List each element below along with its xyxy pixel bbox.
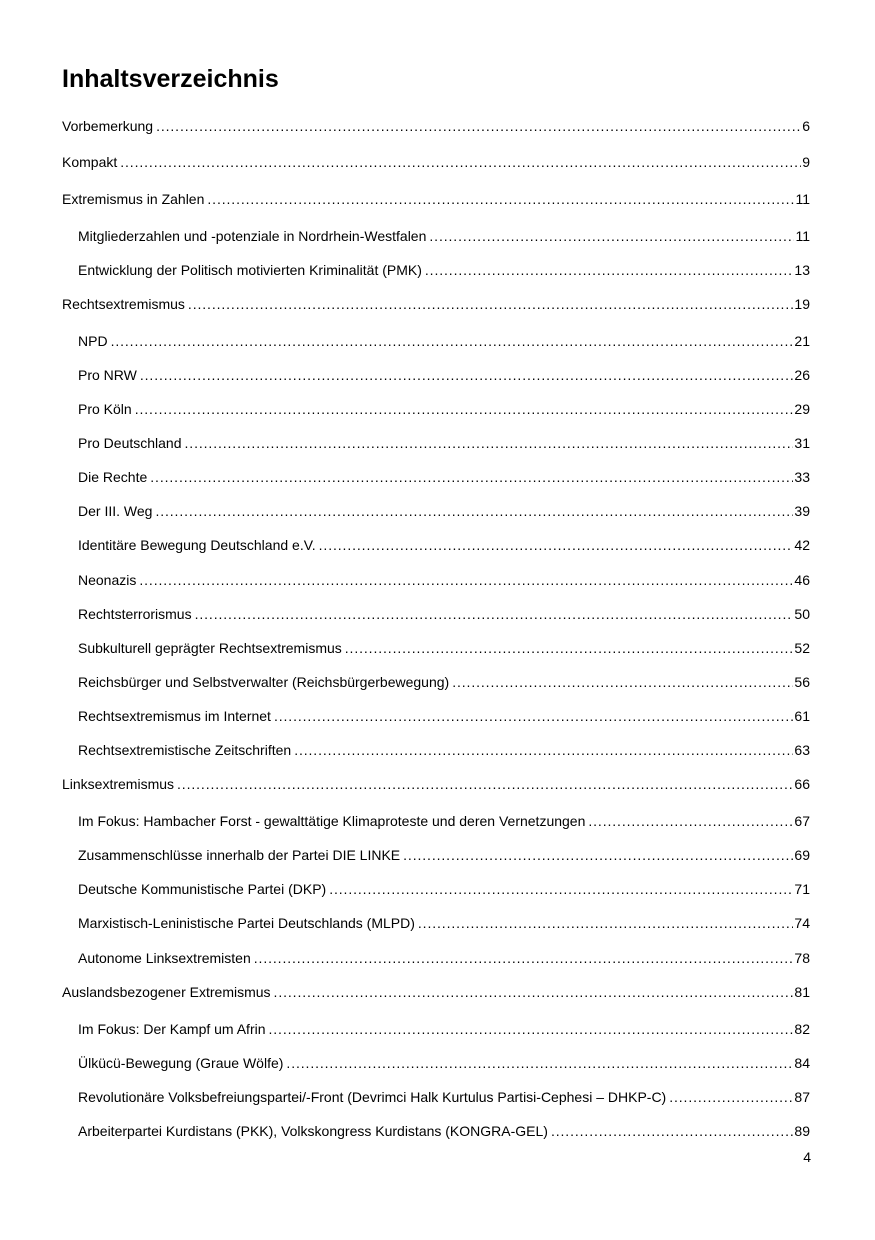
toc-dot-leader — [139, 570, 793, 590]
toc-entry[interactable] — [78, 535, 810, 555]
toc-dot-leader — [669, 1087, 793, 1107]
toc-dot-leader — [588, 811, 793, 831]
toc-dot-leader — [418, 913, 794, 933]
toc-entry-page: 69 — [794, 847, 810, 863]
toc-entry[interactable] — [62, 982, 810, 1002]
page-number: 4 — [803, 1149, 811, 1165]
toc-dot-leader — [425, 260, 794, 280]
toc-dot-leader — [429, 226, 794, 246]
toc-entry-label: NPD — [78, 333, 108, 349]
toc-entry-label: Rechtsextremismus — [62, 296, 185, 312]
toc-entry-page: 9 — [802, 154, 810, 170]
toc-dot-leader — [111, 331, 794, 351]
toc-entry-label: Extremismus in Zahlen — [62, 191, 205, 207]
toc-entry[interactable] — [78, 672, 810, 692]
toc-entry[interactable] — [78, 706, 810, 726]
toc-entry[interactable] — [78, 811, 810, 831]
toc-entry[interactable] — [78, 260, 810, 280]
toc-entry-label: Rechtsextremistische Zeitschriften — [78, 742, 292, 758]
toc-entry[interactable] — [78, 1087, 810, 1107]
toc-dot-leader — [177, 774, 793, 794]
toc-entry-page: 46 — [794, 572, 810, 588]
toc-entry-page: 66 — [794, 776, 810, 792]
toc-entry-label: Kompakt — [62, 154, 118, 170]
toc-entry-label: Ülkücü-Bewegung (Graue Wölfe) — [78, 1055, 284, 1071]
toc-entry-label: Identitäre Bewegung Deutschland e.V. — [78, 537, 316, 553]
toc-dot-leader — [319, 535, 794, 555]
toc-dot-leader — [135, 399, 794, 419]
toc-entry-label: Entwicklung der Politisch motivierten Kriminalität (PMK) — [78, 262, 422, 278]
toc-entry-label: Linksextremismus — [62, 776, 175, 792]
toc-entry[interactable] — [78, 1121, 810, 1141]
toc-entry-label: Neonazis — [78, 572, 137, 588]
toc-entry-page: 11 — [795, 191, 810, 207]
toc-dot-leader — [185, 433, 794, 453]
toc-entry-label: Der III. Weg — [78, 503, 153, 519]
toc-entry[interactable] — [78, 365, 810, 385]
toc-entry-label: Die Rechte — [78, 469, 148, 485]
toc-dot-leader — [269, 1019, 794, 1039]
toc-dot-leader — [195, 604, 794, 624]
toc-entry[interactable] — [78, 879, 810, 899]
toc-dot-leader — [345, 638, 794, 658]
toc-entry-page: 29 — [794, 401, 810, 417]
toc-dot-leader — [120, 152, 801, 172]
toc-entry[interactable] — [78, 1019, 810, 1039]
toc-entry-label: Rechtsterrorismus — [78, 606, 192, 622]
toc-entry[interactable] — [78, 604, 810, 624]
toc-dot-leader — [329, 879, 793, 899]
toc-entry-label: Arbeiterpartei Kurdistans (PKK), Volkskongress Kurdistans (KONGRA-GEL) — [78, 1123, 548, 1139]
toc-dot-leader — [155, 501, 793, 521]
toc-entry-label: Deutsche Kommunistische Partei (DKP) — [78, 881, 327, 897]
toc-entry[interactable] — [78, 501, 810, 521]
toc-entry-page: 87 — [794, 1089, 810, 1105]
toc-entry-label: Vorbemerkung — [62, 118, 154, 134]
toc-entry-page: 81 — [794, 984, 810, 1000]
toc-entry-page: 26 — [794, 367, 810, 383]
toc-entry-page: 78 — [794, 950, 810, 966]
toc-dot-leader — [188, 294, 794, 314]
toc-entry[interactable] — [78, 845, 810, 865]
toc-dot-leader — [403, 845, 793, 865]
toc-entry[interactable] — [62, 774, 810, 794]
toc-dot-leader — [274, 706, 793, 726]
toc-entry-label: Im Fokus: Hambacher Forst - gewalttätige Klimaproteste und deren Vernetzungen — [78, 813, 586, 829]
toc-entry[interactable] — [78, 1053, 810, 1073]
toc-entry-label: Pro Deutschland — [78, 435, 182, 451]
page-title: Inhaltsverzeichnis — [62, 65, 279, 93]
toc-dot-leader — [156, 116, 801, 136]
toc-entry[interactable] — [78, 226, 810, 246]
toc-entry[interactable] — [78, 570, 810, 590]
toc-entry-page: 21 — [794, 333, 810, 349]
toc-dot-leader — [140, 365, 794, 385]
toc-entry-label: Marxistisch-Leninistische Partei Deutschlands (MLPD) — [78, 915, 415, 931]
toc-dot-leader — [274, 982, 794, 1002]
toc-dot-leader — [150, 467, 793, 487]
toc-entry-label: Pro Köln — [78, 401, 132, 417]
toc-dot-leader — [452, 672, 793, 692]
toc-entry-page: 89 — [794, 1123, 810, 1139]
toc-entry[interactable] — [62, 189, 810, 209]
toc-entry[interactable] — [62, 116, 810, 136]
toc-entry-page: 71 — [794, 881, 810, 897]
toc-dot-leader — [207, 189, 794, 209]
toc-entry[interactable] — [62, 152, 810, 172]
toc-dot-leader — [254, 948, 794, 968]
toc-entry-label: Subkulturell geprägter Rechtsextremismus — [78, 640, 342, 656]
toc-entry-page: 31 — [794, 435, 810, 451]
toc-entry[interactable] — [78, 433, 810, 453]
toc-entry-label: Rechtsextremismus im Internet — [78, 708, 271, 724]
toc-entry-page: 61 — [794, 708, 810, 724]
toc-entry-page: 56 — [794, 674, 810, 690]
toc-entry[interactable] — [78, 399, 810, 419]
toc-entry[interactable] — [78, 638, 810, 658]
toc-entry-page: 63 — [794, 742, 810, 758]
toc-entry-page: 6 — [802, 118, 810, 134]
toc-entry-label: Im Fokus: Der Kampf um Afrin — [78, 1021, 266, 1037]
toc-entry-page: 52 — [794, 640, 810, 656]
toc-entry-page: 67 — [794, 813, 810, 829]
toc-entry-page: 39 — [794, 503, 810, 519]
toc-dot-leader — [294, 740, 793, 760]
toc-entry[interactable] — [78, 948, 810, 968]
toc-entry-label: Mitgliederzahlen und -potenziale in Nordrhein-Westfalen — [78, 228, 427, 244]
toc-entry[interactable] — [78, 467, 810, 487]
toc-entry-label: Zusammenschlüsse innerhalb der Partei DIE LINKE — [78, 847, 401, 863]
toc-entry[interactable] — [78, 740, 810, 760]
toc-entry[interactable] — [78, 331, 810, 351]
toc-entry-page: 84 — [794, 1055, 810, 1071]
toc-entry[interactable] — [62, 294, 810, 314]
toc-entry-label: Autonome Linksextremisten — [78, 950, 251, 966]
toc-entry-label: Auslandsbezogener Extremismus — [62, 984, 271, 1000]
toc-entry-page: 13 — [794, 262, 810, 278]
toc-entry-label: Pro NRW — [78, 367, 137, 383]
toc-entry-page: 50 — [794, 606, 810, 622]
toc-entry-page: 82 — [794, 1021, 810, 1037]
toc-entry-page: 19 — [794, 296, 810, 312]
toc-entry[interactable] — [78, 913, 810, 933]
toc-dot-leader — [286, 1053, 793, 1073]
toc-entry-page: 74 — [794, 915, 810, 931]
toc-entry-page: 33 — [794, 469, 810, 485]
toc-entry-label: Revolutionäre Volksbefreiungspartei/-Front (Devrimci Halk Kurtulus Partisi-Cephesi – DHKP-C) — [78, 1089, 667, 1105]
toc-entry-label: Reichsbürger und Selbstverwalter (Reichsbürgerbewegung) — [78, 674, 450, 690]
toc-entry-page: 42 — [794, 537, 810, 553]
toc-entry-page: 11 — [795, 228, 810, 244]
toc-dot-leader — [551, 1121, 793, 1141]
